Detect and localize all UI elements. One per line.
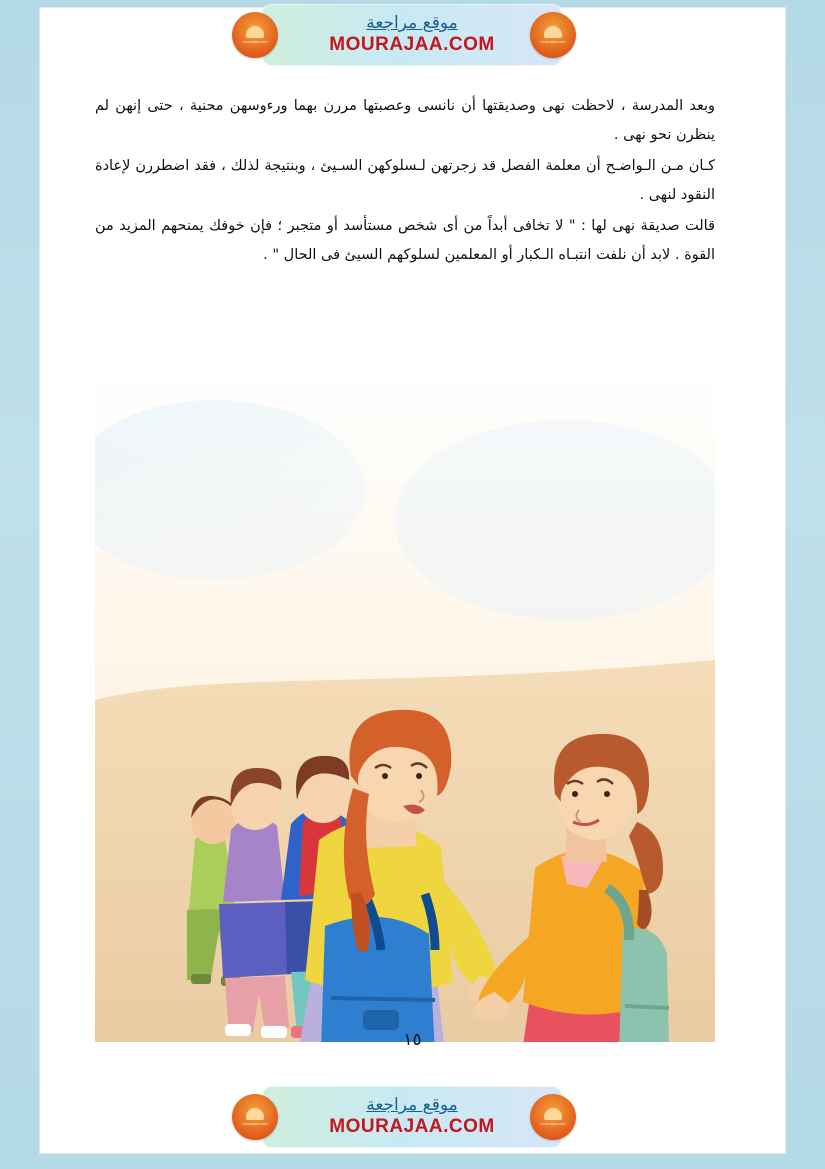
seal-label: mourajaa.com (540, 38, 566, 44)
seal-icon (530, 1094, 576, 1140)
mosque-dome-icon (544, 26, 562, 38)
seal-label: mourajaa.com (540, 1120, 566, 1126)
seal-label: mourajaa.com (242, 38, 268, 44)
page-number: ١٥ (403, 1030, 422, 1050)
watermark-url-top: MOURAJAA.COM (329, 33, 495, 55)
story-illustration (95, 370, 715, 1042)
watermark-text-bottom (329, 1096, 494, 1137)
paragraph-2: كـان مـن الـواضـح أن معلمة الفصل قد زجرتهن لـسلوكهن السـيئ ، وبنتيجة لذلك ، فقد اضطررن لإعادة النقود لنهى . (95, 158, 715, 203)
body-text (95, 92, 715, 272)
watermark-banner-top[interactable] (262, 4, 562, 66)
mosque-dome-icon (544, 1108, 562, 1120)
watermark-banner-bottom[interactable] (262, 1086, 562, 1148)
watermark-arabic-top: موقع مراجعة (366, 13, 458, 34)
watermark-url-bottom: MOURAJAA.COM (329, 1115, 495, 1137)
seal-icon (232, 12, 278, 58)
mosque-dome-icon (246, 26, 264, 38)
watermark-text-top (329, 14, 494, 55)
watermark-arabic-bottom: موقع مراجعة (366, 1095, 458, 1116)
paragraph-3: قالت صديقة نهى لها : " لا تخافى أبداً من أى شخص مستأسد أو متجبر ؛ فإن خوفك يمنحهم المزيد من القوة . لابد أن نلفت انتبـاه الـكبار أو المعلمين لسلوكهم السيئ فى الحال " . (95, 218, 715, 263)
seal-icon (530, 12, 576, 58)
seal-icon (232, 1094, 278, 1140)
mosque-dome-icon (246, 1108, 264, 1120)
seal-label: mourajaa.com (242, 1120, 268, 1126)
paragraph-1: وبعد المدرسة ، لاحظت نهى وصديقتها أن نانسى وعصبتها مررن بهما ورءوسهن محنية ، حتى إنهن لم ينظرن نحو نهى . (95, 98, 715, 143)
school-children-scene (95, 370, 715, 1042)
